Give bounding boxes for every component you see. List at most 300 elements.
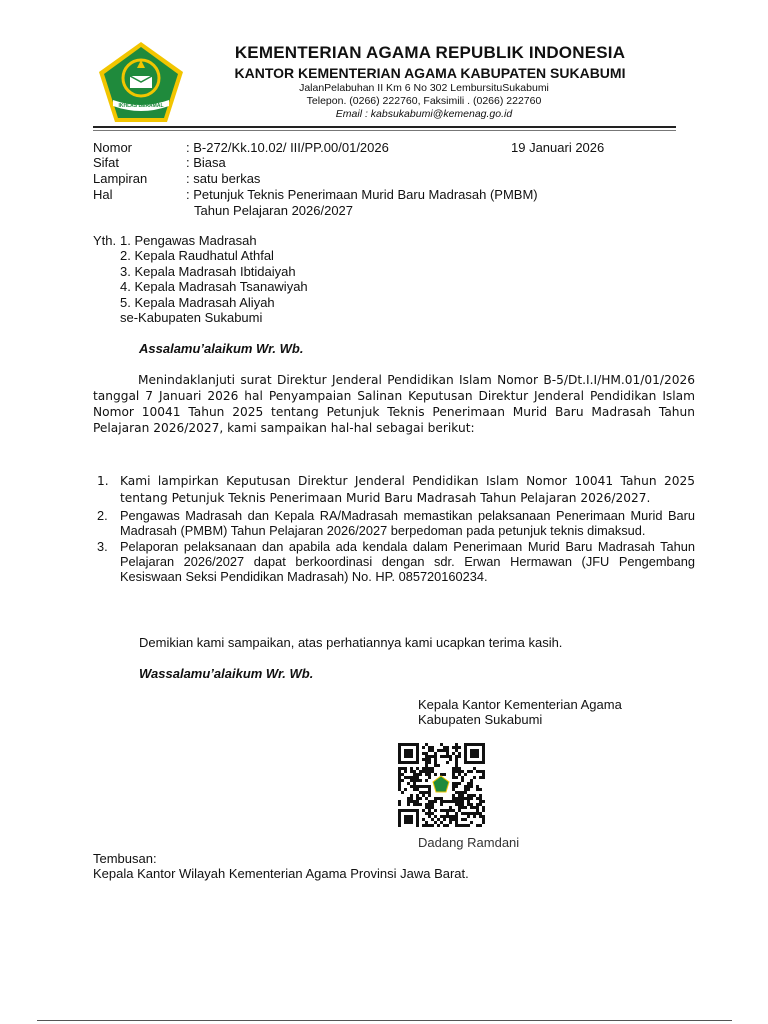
qr-module (398, 782, 401, 785)
qr-module (416, 767, 419, 770)
qr-finder (404, 815, 413, 824)
qr-module (425, 791, 428, 794)
sifat-value: : Biasa (186, 155, 226, 170)
qr-module (422, 758, 425, 761)
qr-module (419, 785, 422, 788)
qr-module (440, 755, 443, 758)
qr-module (440, 809, 443, 812)
qr-module (431, 749, 434, 752)
letter-date: 19 Januari 2026 (511, 140, 605, 155)
qr-module (467, 803, 470, 806)
qr-module (440, 743, 443, 746)
qr-module (458, 755, 461, 758)
qr-module (455, 764, 458, 767)
qr-module (413, 770, 416, 773)
qr-module (434, 815, 437, 818)
qr-module (470, 770, 473, 773)
qr-module (428, 803, 431, 806)
qr-module (398, 785, 401, 788)
qr-module (413, 800, 416, 803)
qr-module (461, 770, 464, 773)
email-line: Email : kabsukabumi@kemenag.go.id (335, 108, 513, 120)
qr-module (416, 785, 419, 788)
qr-module (455, 767, 458, 770)
qr-module (413, 776, 416, 779)
qr-module (401, 791, 404, 794)
recipient-item: 4. Kepala Madrasah Tsanawiyah (120, 279, 308, 294)
qr-code-icon (397, 743, 485, 827)
qr-module (479, 815, 482, 818)
qr-module (443, 749, 446, 752)
qr-module (464, 806, 467, 809)
qr-module (467, 788, 470, 791)
qr-module (446, 749, 449, 752)
qr-module (455, 755, 458, 758)
qr-module (461, 812, 464, 815)
qr-module (410, 797, 413, 800)
qr-module (452, 809, 455, 812)
qr-module (416, 776, 419, 779)
lampiran-label: Lampiran (93, 171, 148, 186)
qr-module (419, 773, 422, 776)
qr-module (461, 818, 464, 821)
qr-module (434, 809, 437, 812)
qr-module (419, 797, 422, 800)
qr-module (464, 818, 467, 821)
qr-module (431, 803, 434, 806)
qr-module (470, 821, 473, 824)
recipient-item: 5. Kepala Madrasah Aliyah (120, 295, 275, 310)
cc-label: Tembusan: (93, 851, 157, 866)
qr-module (479, 770, 482, 773)
qr-module (455, 803, 458, 806)
qr-module (467, 797, 470, 800)
qr-module (455, 791, 458, 794)
qr-module (425, 821, 428, 824)
qr-module (476, 812, 479, 815)
qr-module (434, 761, 437, 764)
qr-module (425, 779, 428, 782)
qr-module (476, 797, 479, 800)
qr-module (422, 785, 425, 788)
qr-module (434, 752, 437, 755)
qr-module (428, 809, 431, 812)
qr-module (428, 815, 431, 818)
qr-module (449, 755, 452, 758)
recipient-item: 2. Kepala Raudhatul Athfal (120, 248, 274, 263)
qr-module (401, 767, 404, 770)
qr-module (404, 788, 407, 791)
qr-module (416, 797, 419, 800)
qr-module (464, 797, 467, 800)
qr-module (407, 803, 410, 806)
closing-greeting: Wassalamu’alaikum Wr. Wb. (139, 666, 314, 681)
qr-module (410, 785, 413, 788)
recipient-region: se-Kabupaten Sukabumi (120, 310, 263, 325)
qr-module (455, 821, 458, 824)
qr-module (413, 788, 416, 791)
qr-module (470, 812, 473, 815)
qr-module (464, 788, 467, 791)
qr-module (452, 776, 455, 779)
qr-module (407, 782, 410, 785)
qr-module (470, 806, 473, 809)
qr-module (428, 749, 431, 752)
qr-module (407, 800, 410, 803)
qr-module (461, 797, 464, 800)
address-line: JalanPelabuhan II Km 6 No 302 LembursituSukabumi (299, 82, 549, 94)
qr-module (434, 764, 437, 767)
qr-module (470, 782, 473, 785)
qr-module (473, 806, 476, 809)
intro-paragraph (93, 372, 695, 436)
qr-module (431, 767, 434, 770)
qr-module (437, 797, 440, 800)
qr-module (425, 824, 428, 827)
qr-module (434, 821, 437, 824)
qr-module (464, 773, 467, 776)
qr-module (410, 776, 413, 779)
qr-module (476, 824, 479, 827)
qr-module (398, 773, 401, 776)
cc-item: Kepala Kantor Wilayah Kementerian Agama Provinsi Jawa Barat. (93, 866, 469, 881)
qr-module (431, 824, 434, 827)
qr-module (452, 752, 455, 755)
qr-module (428, 761, 431, 764)
qr-module (398, 803, 401, 806)
qr-module (446, 809, 449, 812)
qr-module (458, 773, 461, 776)
qr-module (458, 782, 461, 785)
page-bottom-rule (37, 1020, 732, 1021)
qr-module (416, 779, 419, 782)
qr-module (455, 824, 458, 827)
qr-module (443, 755, 446, 758)
qr-module (398, 770, 401, 773)
qr-module (461, 776, 464, 779)
qr-module (452, 782, 455, 785)
qr-center-logo-icon (433, 776, 449, 792)
qr-module (467, 812, 470, 815)
qr-module (416, 788, 419, 791)
qr-module (440, 815, 443, 818)
qr-module (458, 794, 461, 797)
qr-module (428, 824, 431, 827)
qr-module (452, 746, 455, 749)
qr-module (479, 788, 482, 791)
qr-module (428, 746, 431, 749)
qr-module (476, 806, 479, 809)
signatory-region: Kabupaten Sukabumi (418, 712, 543, 727)
points-list (93, 473, 695, 585)
qr-module (482, 815, 485, 818)
qr-module (455, 776, 458, 779)
qr-module (425, 785, 428, 788)
qr-module (443, 746, 446, 749)
qr-module (458, 800, 461, 803)
qr-finder (404, 749, 413, 758)
qr-module (470, 797, 473, 800)
qr-module (455, 815, 458, 818)
qr-module (446, 752, 449, 755)
qr-module (422, 746, 425, 749)
qr-module (455, 758, 458, 761)
qr-module (443, 800, 446, 803)
qr-module (425, 806, 428, 809)
qr-module (473, 815, 476, 818)
qr-module (452, 794, 455, 797)
qr-module (428, 758, 431, 761)
qr-module (446, 815, 449, 818)
qr-module (449, 809, 452, 812)
qr-module (449, 821, 452, 824)
qr-module (413, 782, 416, 785)
qr-module (434, 758, 437, 761)
qr-module (404, 770, 407, 773)
qr-module (434, 773, 437, 776)
list-item: 1. Kami lampirkan Keputusan Direktur Jenderal Pendidikan Islam Nomor 10041 Tahun 2025 tentang Petunjuk Teknis Penerimaan Murid Baru Madrasah Tahun Pelajaran 2026/2027. (97, 474, 695, 505)
qr-module (482, 776, 485, 779)
recipient-item: 1. Pengawas Madrasah (120, 233, 257, 248)
qr-module (458, 806, 461, 809)
qr-module (458, 746, 461, 749)
qr-module (431, 806, 434, 809)
closing-text: Demikian kami sampaikan, atas perhatiannya kami ucapkan terima kasih. (139, 635, 563, 650)
qr-module (452, 770, 455, 773)
qr-module (434, 800, 437, 803)
qr-module (431, 818, 434, 821)
qr-module (479, 794, 482, 797)
qr-module (452, 767, 455, 770)
qr-module (446, 812, 449, 815)
hal-value-continued: Tahun Pelajaran 2026/2027 (194, 203, 354, 218)
svg-text:IKHLAS BERAMAL: IKHLAS BERAMAL (118, 103, 164, 109)
qr-module (428, 812, 431, 815)
qr-module (482, 821, 485, 824)
qr-module (473, 794, 476, 797)
qr-module (416, 803, 419, 806)
qr-module (449, 815, 452, 818)
qr-module (446, 755, 449, 758)
qr-module (407, 776, 410, 779)
qr-module (419, 770, 422, 773)
qr-module (473, 776, 476, 779)
qr-module (428, 767, 431, 770)
qr-module (455, 743, 458, 746)
qr-module (449, 758, 452, 761)
qr-module (482, 800, 485, 803)
qr-module (449, 800, 452, 803)
qr-module (425, 758, 428, 761)
qr-module (464, 812, 467, 815)
qr-module (422, 770, 425, 773)
qr-module (479, 776, 482, 779)
qr-module (428, 794, 431, 797)
qr-module (470, 803, 473, 806)
qr-module (431, 770, 434, 773)
list-item: 3. Pelaporan pelaksanaan dan apabila ada kendala dalam Penerimaan Murid Baru Madrasah Tahun Pelajaran 2026/2027 dapat berkoordinasi dengan sdr. Erwan Hermawan (JFU Pengembang Kesiswaan Seksi Pendidikan Madrasah) No. HP. 085720160234. (97, 539, 695, 584)
qr-module (455, 800, 458, 803)
qr-module (416, 800, 419, 803)
qr-module (464, 791, 467, 794)
hal-label: Hal (93, 187, 113, 202)
qr-module (479, 824, 482, 827)
qr-module (425, 743, 428, 746)
lampiran-value: : satu berkas (186, 171, 261, 186)
qr-module (428, 770, 431, 773)
qr-module (410, 767, 413, 770)
qr-module (425, 764, 428, 767)
qr-module (425, 761, 428, 764)
qr-module (458, 809, 461, 812)
qr-module (440, 773, 443, 776)
qr-module (476, 770, 479, 773)
qr-module (428, 788, 431, 791)
qr-module (398, 779, 401, 782)
qr-module (440, 803, 443, 806)
qr-module (482, 773, 485, 776)
qr-module (479, 797, 482, 800)
list-item: 2. Pengawas Madrasah dan Kepala RA/Madrasah memastikan pelaksanaan Penerimaan Murid Baru Madrasah (PMBM) Tahun Pelajaran 2026/2027 berpedoman pada petunjuk teknis dimaksud. (97, 508, 695, 538)
qr-module (482, 770, 485, 773)
qr-module (410, 794, 413, 797)
qr-module (425, 755, 428, 758)
qr-module (413, 803, 416, 806)
qr-module (452, 818, 455, 821)
qr-module (425, 767, 428, 770)
signatory-name: Dadang Ramdani (418, 835, 520, 850)
qr-module (437, 764, 440, 767)
qr-module (461, 803, 464, 806)
qr-module (455, 797, 458, 800)
qr-module (428, 800, 431, 803)
qr-module (446, 800, 449, 803)
qr-module (398, 767, 401, 770)
qr-module (425, 752, 428, 755)
qr-module (479, 803, 482, 806)
qr-module (467, 815, 470, 818)
qr-module (410, 800, 413, 803)
qr-module (425, 770, 428, 773)
qr-module (473, 812, 476, 815)
qr-module (452, 815, 455, 818)
qr-module (476, 803, 479, 806)
qr-module (476, 788, 479, 791)
qr-module (446, 824, 449, 827)
qr-module (443, 824, 446, 827)
qr-module (467, 785, 470, 788)
qr-module (464, 785, 467, 788)
qr-module (452, 800, 455, 803)
office-title: KANTOR KEMENTERIAN AGAMA KABUPATEN SUKABUMI (234, 65, 626, 81)
qr-module (419, 779, 422, 782)
qr-module (479, 812, 482, 815)
qr-module (428, 776, 431, 779)
qr-module (467, 794, 470, 797)
qr-module (398, 788, 401, 791)
qr-module (461, 779, 464, 782)
qr-module (458, 824, 461, 827)
recipient-prefix: Yth. (93, 233, 117, 248)
qr-module (443, 773, 446, 776)
ministry-title: KEMENTERIAN AGAMA REPUBLIK INDONESIA (234, 43, 626, 62)
qr-module (467, 770, 470, 773)
qr-module (401, 773, 404, 776)
qr-finder (470, 749, 479, 758)
qr-module (434, 797, 437, 800)
qr-module (458, 803, 461, 806)
qr-module (461, 800, 464, 803)
qr-module (428, 755, 431, 758)
hal-value: : Petunjuk Teknis Penerimaan Murid Baru Madrasah (PMBM) (186, 187, 538, 202)
qr-module (413, 779, 416, 782)
qr-module (476, 809, 479, 812)
qr-module (455, 785, 458, 788)
qr-module (410, 770, 413, 773)
qr-module (455, 818, 458, 821)
phone-line: Telepon. (0266) 222760, Faksimili . (0266) 222760 (306, 95, 542, 107)
recipient-item: 3. Kepala Madrasah Ibtidaiyah (120, 264, 296, 279)
qr-module (425, 812, 428, 815)
qr-module (455, 761, 458, 764)
qr-module (470, 794, 473, 797)
qr-module (416, 773, 419, 776)
qr-module (428, 773, 431, 776)
opening-greeting: Assalamu’alaikum Wr. Wb. (139, 341, 304, 356)
qr-module (482, 806, 485, 809)
qr-module (404, 767, 407, 770)
qr-module (440, 821, 443, 824)
qr-module (422, 767, 425, 770)
qr-module (437, 824, 440, 827)
qr-module (470, 779, 473, 782)
qr-module (458, 752, 461, 755)
header-rule-thin (93, 130, 676, 131)
qr-module (431, 755, 434, 758)
qr-module (446, 746, 449, 749)
qr-module (425, 773, 428, 776)
intro-text: Menindaklanjuti surat Direktur Jenderal Pendidikan Islam Nomor B-5/Dt.I.I/HM.01/01/2026 tanggal 7 Januari 2026 hal Penyampaian Salinan Keputusan Direktur Jenderal Pendidikan Islam Nomor 10041 Tahun 2025 tentang Petunjuk Teknis Penerimaan Murid Baru Madrasah Tahun Pelajaran 2026/2027, kami sampaikan hal-hal sebagai berikut: (93, 373, 695, 435)
qr-module (452, 788, 455, 791)
qr-module (440, 749, 443, 752)
qr-module (443, 815, 446, 818)
qr-module (455, 770, 458, 773)
nomor-value: : B-272/Kk.10.02/ III/PP.00/01/2026 (186, 140, 389, 155)
qr-module (437, 818, 440, 821)
qr-module (470, 785, 473, 788)
qr-module (422, 809, 425, 812)
qr-module (431, 746, 434, 749)
qr-module (476, 785, 479, 788)
qr-module (455, 782, 458, 785)
qr-module (464, 824, 467, 827)
qr-module (482, 818, 485, 821)
qr-module (458, 770, 461, 773)
nomor-label: Nomor (93, 140, 133, 155)
qr-module (437, 749, 440, 752)
qr-module (455, 749, 458, 752)
qr-module (473, 767, 476, 770)
qr-module (458, 767, 461, 770)
qr-module (467, 782, 470, 785)
qr-module (446, 761, 449, 764)
qr-module (422, 824, 425, 827)
qr-module (461, 791, 464, 794)
qr-module (461, 824, 464, 827)
qr-module (413, 785, 416, 788)
qr-module (467, 800, 470, 803)
qr-module (449, 818, 452, 821)
